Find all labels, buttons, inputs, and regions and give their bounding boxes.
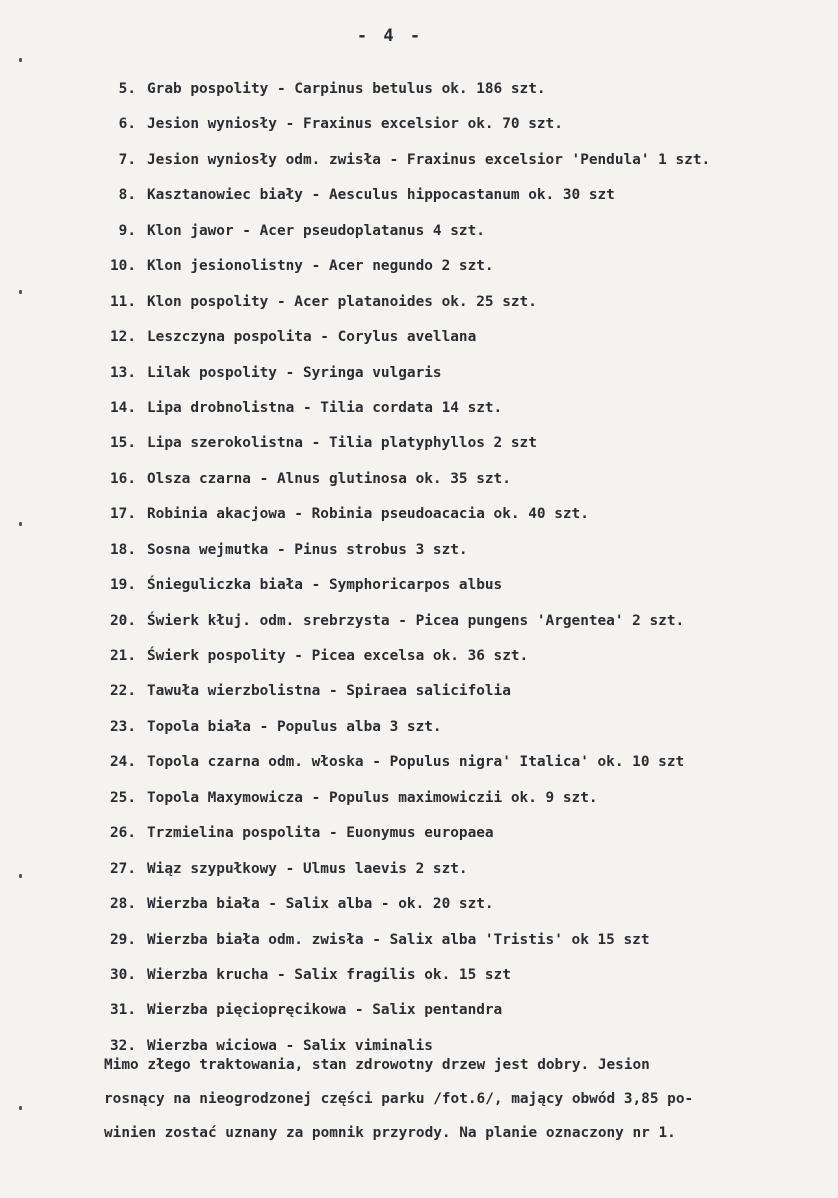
- item-text: Jesion wyniosły odm. zwisła - Fraxinus excelsior 'Pendula' 1 szt.: [147, 151, 711, 168]
- margin-punch-mark: [19, 290, 22, 294]
- item-text: Kasztanowiec biały - Aesculus hippocastanum ok. 30 szt: [147, 187, 615, 204]
- item-number: 16.: [110, 470, 136, 487]
- species-list: [0, 72, 838, 1064]
- list-item: [0, 72, 838, 107]
- item-number: 14.: [110, 399, 136, 416]
- item-number: 6.: [118, 116, 136, 133]
- item-text: Wiąz szypułkowy - Ulmus laevis 2 szt.: [147, 860, 468, 877]
- item-number: 28.: [110, 896, 136, 913]
- item-number: 22.: [110, 683, 136, 700]
- item-number: 26.: [110, 825, 136, 842]
- item-text: Wierzba biała odm. zwisła - Salix alba 'Tristis' ok 15 szt: [147, 931, 650, 948]
- list-item: [0, 143, 838, 178]
- item-number: 25.: [110, 789, 136, 806]
- list-item: [0, 249, 838, 284]
- item-text: Robinia akacjowa - Robinia pseudoacacia ok. 40 szt.: [147, 506, 589, 523]
- list-item: [0, 923, 838, 958]
- list-item: [0, 178, 838, 213]
- item-text: Wierzba pięciopręcikowa - Salix pentandra: [147, 1002, 503, 1019]
- item-number: 31.: [110, 1002, 136, 1019]
- item-text: Jesion wyniosły - Fraxinus excelsior ok. 70 szt.: [147, 116, 563, 133]
- item-number: 24.: [110, 754, 136, 771]
- item-text: Topola biała - Populus alba 3 szt.: [147, 718, 442, 735]
- item-number: 29.: [110, 931, 136, 948]
- list-item: [0, 781, 838, 816]
- item-text: Wierzba biała - Salix alba - ok. 20 szt.: [147, 896, 494, 913]
- item-text: Grab pospolity - Carpinus betulus ok. 186 szt.: [147, 81, 546, 97]
- item-number: 19.: [110, 577, 136, 594]
- item-text: Olsza czarna - Alnus glutinosa ok. 35 szt.: [147, 470, 511, 487]
- list-item: [0, 958, 838, 993]
- list-item: [0, 533, 838, 568]
- list-item: [0, 816, 838, 851]
- list-item: [0, 391, 838, 426]
- list-item: [0, 320, 838, 355]
- item-number: 32.: [110, 1037, 136, 1054]
- item-text: Tawuła wierzbolistna - Spiraea salicifolia: [147, 683, 511, 700]
- margin-punch-mark: [19, 1106, 22, 1110]
- list-item: [0, 426, 838, 461]
- list-item: [0, 993, 838, 1028]
- item-text: Wierzba wiciowa - Salix viminalis: [147, 1037, 433, 1054]
- list-item: [0, 639, 838, 674]
- item-text: Klon pospolity - Acer platanoides ok. 25 szt.: [147, 293, 537, 310]
- list-item: [0, 568, 838, 603]
- list-item: [0, 497, 838, 532]
- page-number: - 4 -: [356, 26, 424, 46]
- item-text: Leszczyna pospolita - Corylus avellana: [147, 329, 477, 346]
- item-number: 17.: [110, 506, 136, 523]
- item-number: 21.: [110, 648, 136, 664]
- item-number: 8.: [118, 187, 136, 204]
- item-text: Sosna wejmutka - Pinus strobus 3 szt.: [147, 541, 468, 558]
- margin-punch-mark: [19, 874, 22, 878]
- item-number: 10.: [110, 258, 136, 275]
- item-text: Lipa szerokolistna - Tilia platyphyllos 2 szt: [147, 435, 537, 452]
- item-text: Świerk pospolity - Picea excelsa ok. 36 szt.: [147, 648, 529, 664]
- item-text: Lilak pospolity - Syringa vulgaris: [147, 364, 442, 381]
- closing-paragraph: Mimo złego traktowania, stan zdrowotny drzew jest dobry. Jesion rosnący na nieogrodzonej części parku /fot.6/, mający obwód 3,85 po- winien zostać uznany za pomnik przyrody. Na planie oznaczony nr 1.: [104, 1057, 694, 1141]
- list-item: [0, 852, 838, 887]
- list-item: [0, 745, 838, 780]
- margin-punch-mark: [19, 58, 22, 62]
- item-text: Świerk kłuj. odm. srebrzysta - Picea pungens 'Argentea' 2 szt.: [147, 612, 685, 629]
- item-text: Topola czarna odm. włoska - Populus nigra' Italica' ok. 10 szt: [147, 754, 685, 771]
- item-text: Topola Maxymowicza - Populus maximowiczii ok. 9 szt.: [147, 789, 598, 806]
- item-number: 15.: [110, 435, 136, 452]
- item-number: 20.: [110, 612, 136, 629]
- list-item: [0, 214, 838, 249]
- item-text: Lipa drobnolistna - Tilia cordata 14 szt.: [147, 399, 503, 416]
- list-item: [0, 710, 838, 745]
- item-number: 5.: [118, 81, 136, 97]
- item-number: 30.: [110, 966, 136, 983]
- item-text: Trzmielina pospolita - Euonymus europaea: [147, 825, 494, 842]
- item-number: 18.: [110, 541, 136, 558]
- item-number: 9.: [118, 222, 136, 239]
- item-number: 12.: [110, 329, 136, 346]
- item-number: 27.: [110, 860, 136, 877]
- item-number: 13.: [110, 364, 136, 381]
- item-number: 23.: [110, 718, 136, 735]
- list-item: [0, 285, 838, 320]
- list-item: [0, 107, 838, 142]
- item-text: Śnieguliczka biała - Symphoricarpos albus: [147, 577, 503, 594]
- margin-punch-mark: [19, 522, 22, 526]
- item-number: 7.: [118, 151, 136, 168]
- item-text: Wierzba krucha - Salix fragilis ok. 15 szt: [147, 966, 511, 983]
- list-item: [0, 674, 838, 709]
- item-number: 11.: [110, 293, 136, 310]
- list-item: [0, 604, 838, 639]
- item-text: Klon jesionolistny - Acer negundo 2 szt.: [147, 258, 494, 275]
- item-text: Klon jawor - Acer pseudoplatanus 4 szt.: [147, 222, 485, 239]
- list-item: [0, 462, 838, 497]
- list-item: [0, 887, 838, 922]
- list-item: [0, 356, 838, 391]
